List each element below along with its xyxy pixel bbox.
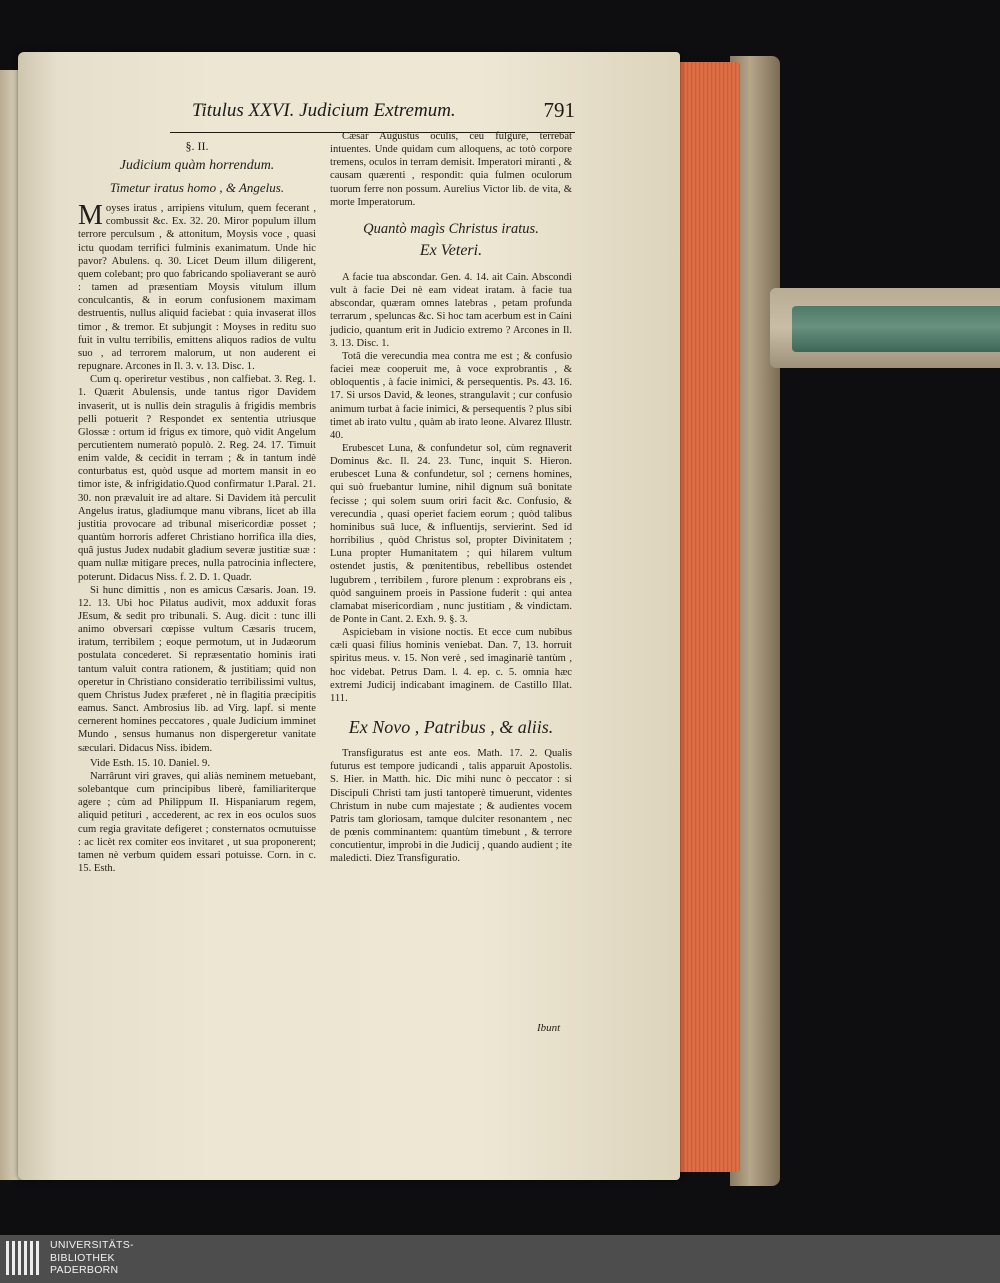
- paragraph: Cum q. operiretur vestibus , non calfiebat. 3. Reg. 1. 1. Quærit Abulensis, unde tantus rigor Davidem invaserit, ut is nullis dein stragulis à frigidis membris pelli potuerit ? Respondet ex sententia utriusque Glossæ : ortum id frigus ex timore, quò vidit Angelum percutientem numeratò populò. 2. Reg. 24. 17. Timuit enim valde, & cecidit in terram ; & in tantum indè conturbatus est, quòd usque ad mortem mansit in eo timor iste, & infrigidatio.Quod confirmatur 1.Paral. 21. 30. non prævaluit ire ad altare. Si Davidem ità perculit Angelus iratus, gladiumque manu vibrans, licet ab illa justitia provocare ad tribunal misericordiæ posset ; quantùm horroris adferet Christiano horrifica illa dies, quâ justus Judex nudabit gladium severæ justitiæ suæ : quam nullæ mitigare preces, nulla patrocinia inflectere, poterunt. Didacus Niss. f. 2. D. 1. Quadr.: [78, 374, 316, 583]
- catchword: Ibunt: [537, 1022, 561, 1034]
- section-title: Judicium quàm horrendum.: [119, 158, 275, 174]
- page-header: [170, 98, 575, 133]
- clasp-strap: [792, 306, 1000, 352]
- heading-quanto: Quantò magìs Christus iratus.: [363, 220, 539, 237]
- right-column: [330, 130, 572, 866]
- drop-cap: M: [78, 200, 103, 232]
- left-column: [78, 138, 316, 875]
- heading-ex-novo: Ex Novo , Patribus , & aliis.: [348, 717, 554, 738]
- paragraph: A facie tua abscondar. Gen. 4. 14. ait Cain. Abscondi vult à facie Dei nè eam videat iratam. à facie tua abscondar, quæram omnes latebras , petam profunda terrarum , speluncas &c. Si hoc tam acerbum est in Caini judicio, quantum erit in Judicio extremo ? Arcones in Il. 3. 13. Disc. 1.: [330, 271, 572, 349]
- library-footer: [0, 1235, 1000, 1283]
- paragraph: Si hunc dimittis , non es amicus Cæsaris. Joan. 19. 12. 13. Ubi hoc Pilatus audivit, mox adduxit foras JEsum, & sedit pro tribunali. S. Aug. dicit : tunc illi animo obversari cœpisse vultum Cæsaris trucem, iratum, terribilem ; eoque permotum, ut in Judæorum postulata concederet. Si repræsentatio hominis irati tantum valuit contra rationem, & justitiam; quid non operetur in Christiano consideratio terribilissimi vultus, quem Christus Judex præferet , nè in flagitia præcipitis eamus. Sanct. Ambrosius lib. ad Virg. lapf. si mente cernerent homines peccatores , quale Judicium imminet Mundo , sensus humanus non dispergeretur vanitate sæculari. Didacus Niss. ibidem.: [78, 584, 316, 754]
- paragraph: Transfiguratus est ante eos. Math. 17. 2. Qualis futurus est tempore judicandi , talis apparuit Apostolis. S. Hier. in Matth. hic. Dic mihi nunc ò peccator : si Discipuli Christi tam justi tantoperè timuerunt, videntes Christum in nube cum majestate ; & audientes vocem Patris tam gloriosam, tamque dulciter resonantem , nec de pœnis comminantem: quantùm timebunt , & terrore concutientur, improbi in die Judicij , quando audient ; ite maledicti. Diez Transfiguratio.: [330, 748, 572, 865]
- library-logo-icon: [6, 1241, 42, 1275]
- paragraph: Aspiciebam in visione noctis. Et ecce cum nubibus cæli quasi filius hominis veniebat. Dan. 7, 13. horruit spiritus meus. v. 15. Non verè , sed imaginariè tantùm , hoc videbat. Petrus Dam. l. 4. ep. c. 5. omnia hæc extremi Judicij indicabant imaginem. de Castillo Illat. 111.: [330, 627, 572, 704]
- red-page-edges: [676, 62, 740, 1172]
- heading-ex-veteri: Ex Veteri.: [419, 241, 483, 259]
- paragraph: Erubescet Luna, & confundetur sol, cùm regnaverit Dominus &c. Il. 24. 23. Tunc, inquit S. Hieron. erubescet Luna & confundetur, sol ; cernens homines, qui suò fruebantur lumine, nihil dignum suâ bonitate fecisse ; qui solem suum oriri facit &c. Confusio, & verecundia , quasi operiet faciem eorum ; quòd talibus hominibus suâ luce, & influentijs, servierint. Sed id horribilius , quòd Christus sol, propter Divinitatem ; Luna propter Humanitatem ; qui hilarem vultum ostendet justis, & pœnitentibus, rebellibus ostendet lugubrem , terribilem , furore plenum : exprobrans eis , quòd sanguinem proeis in Passione fuderit : qui antea clamabat misericordiam , nunc justitiam , & vindictam. de Ponte in Cant. 2. Exh. 9. §. 3.: [330, 442, 572, 625]
- running-title: Titulus XXVI. Judicium Extremum.: [192, 100, 456, 121]
- paragraph-text: oyses iratus , arripiens vitulum, quem fecerant , combussit &c. Ex. 32. 20. Miror populum illum terrore perculsum , & attonitum, Moysis voce , quasi ictu quodam terrifici fulminis exanimatum. Unde hic pavor? Abulens. q. 30. Licet Deum illum diligerent, quem colebant; pro quo fabricando spoliaverant se aurò : tamen ad præsentiam Moysis vitulum illum conculcantis, & in eorum confusionem maximam destruentis, nullus aliquid faciebat : quia invaserat illos timor , & tremor. Et subjungit : Moyses in reditu suo fuit in vultu terribilis, emittens aliquos radios de vultu suo , ad terrorem malorum, ut non auderent ei repugnare. Arcones in Il. 3. v. 13. Disc. 1.: [78, 203, 316, 373]
- logo-line: BIBLIOTHEK: [50, 1251, 115, 1264]
- paragraph: Totâ die verecundia mea contra me est ; & confusio faciei meæ cooperuit me, à voce exprobrantis , & obloquentis , à facie inimici, & persequentis. Ps. 43. 16. 17. Si ursos David, & leones, strangulavit ; cur confusio animum turbat à facie inimici, & persequentis ? plus sibi timet ab irato vultu , quàm ab irato leone. Alvarez Illustr. 40.: [330, 350, 572, 441]
- cross-reference: Vide Esth. 15. 10. Daniel. 9.: [90, 757, 210, 769]
- paragraph: [78, 202, 316, 373]
- paragraph: Cæsar Augustus oculis, ceu fulgure, terrebat intuentes. Unde quidam cum alloquens, ac totò corpore tremens, oculos in terram demisit. Imperatori miranti , & causam quærenti , respondit: quia fulmen oculorum tuorum ferre non possum. Aurelius Victor lib. de vita, & morte Imperatorum.: [330, 131, 572, 208]
- logo-line: PADERBORN: [50, 1264, 119, 1276]
- library-logo-text: [50, 1239, 134, 1277]
- page-number: 791: [543, 98, 575, 122]
- logo-line: UNIVERSITÄTS-: [50, 1239, 134, 1251]
- paragraph: Narrârunt viri graves, qui aliàs neminem metuebant, solebantque cum principibus liberè, familiariterque agere ; cùm ad Philippum II. Hispaniarum regem, aliquid petituri , accederent, ac rex in eos oculos suos cum regia gravitate defigeret ; consternatos ocmutuisse : ac licèt rex comiter eos invitaret , ut sua proponerent; tamen nè verbum quidem essari potuisse. Corn. in c. 15. Esth.: [78, 770, 316, 874]
- section-subtitle: Timetur iratus homo , & Angelus.: [109, 180, 285, 196]
- section-number: §. II.: [185, 139, 209, 153]
